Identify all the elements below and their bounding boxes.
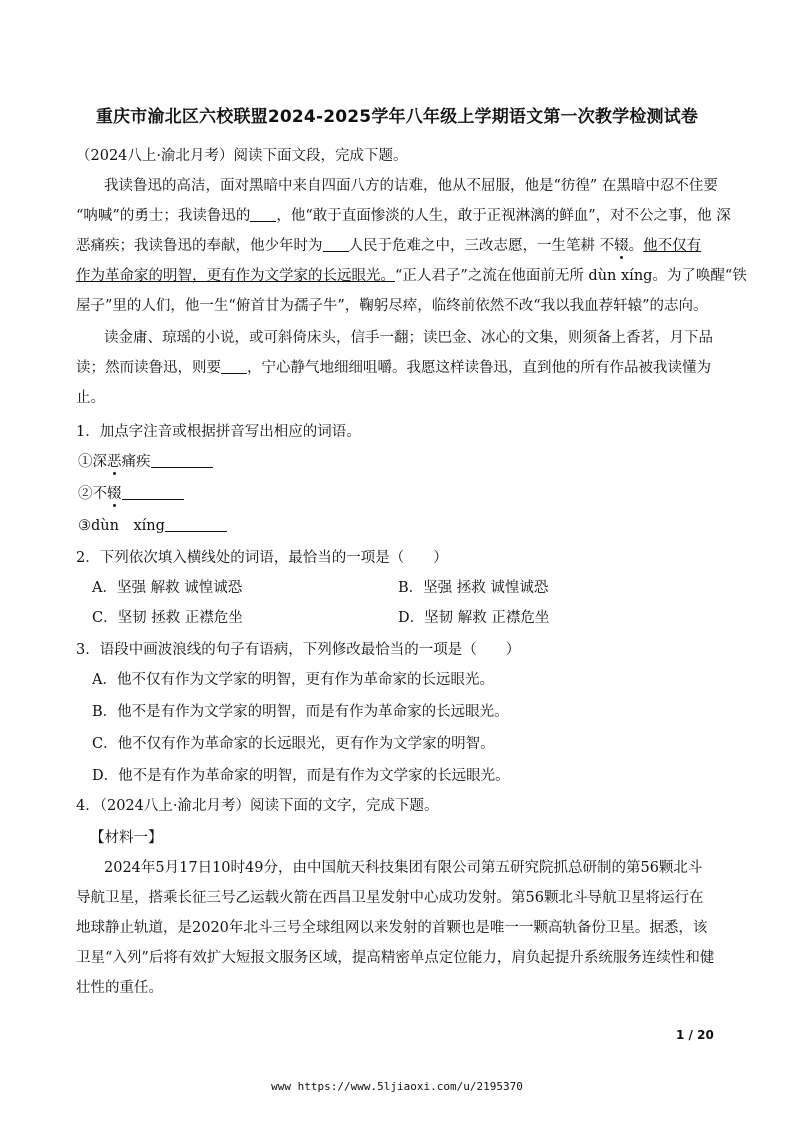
- item-text: 痛疾: [121, 454, 151, 470]
- item-text: 深: [92, 454, 107, 470]
- question-2-stem: 2．下列依次填入横线处的词语，最恰当的一项是（ ）: [76, 550, 448, 566]
- passage-line: 我读鲁迅的高洁，面对黑暗中来自四面八方的诘难，他从不屈服，他是“彷徨” 在黑暗中忍不住要: [104, 178, 718, 194]
- intro-instruction: 阅读下面文段，完成下题。: [233, 148, 408, 164]
- q2-option-b[interactable]: B．坚强 拯救 诚惶诚恐: [398, 580, 549, 596]
- fill-blank-1[interactable]: [250, 207, 276, 222]
- passage-line: [76, 206, 731, 226]
- wavy-sentence: 他不仅有: [643, 238, 702, 254]
- item-mark: ②: [78, 486, 93, 502]
- passage-text: “呐喊”的勇士；我读鲁迅的: [76, 208, 251, 224]
- question-1-stem: 1．加点字注音或根据拼音写出相应的词语。: [76, 424, 361, 440]
- q3-option-a[interactable]: A．他不仅有作为文学家的明智，更有作为革命家的长远眼光。: [92, 672, 494, 688]
- passage-text: 。: [628, 238, 644, 254]
- item-text: 不: [92, 486, 107, 502]
- material-line: 2024年5月17日10时49分，由中国航天科技集团有限公司第五研究院抓总研制的第56颗北斗: [104, 860, 703, 876]
- material-line: 地球静止轨道，是2020年北斗三号全球组网以来发射的首颗也是唯一一颗高轨备份卫星。据悉，该: [76, 920, 708, 936]
- passage-line: [76, 266, 747, 286]
- passage-line: [76, 236, 712, 256]
- dotted-char: 恶: [107, 454, 122, 470]
- q3-option-d[interactable]: D．他不是有作为革命家的明智，而是有作为文学家的长远眼光。: [92, 768, 510, 784]
- passage-line: 屋子”里的人们，他一生“俯首甘为孺子牛”，鞠躬尽瘁，临终前依然不改“我以我血荐轩辕”的志向。: [76, 298, 708, 314]
- wavy-sentence: 作为革命家的明智，更有作为文学家的长远眼光。: [76, 268, 395, 284]
- passage-text: 恶痛疾；我读鲁迅的奉献，他少年时为: [76, 238, 323, 254]
- passage-text: 人民于危难之中，三改志愿，一生笔耕 不: [348, 238, 615, 254]
- q1-item-1: [78, 452, 213, 472]
- q1-item-3: [78, 516, 227, 536]
- passage-line: 读金庸、琼瑶的小说，或可斜倚床头，信手一翻；读巴金、冰心的文集，则须备上香茗，月下品: [104, 330, 713, 346]
- item-text: dùn xíng: [91, 518, 165, 534]
- fill-blank-2[interactable]: [323, 237, 349, 252]
- question-4-stem: 4．（2024八上·渝北月考）阅读下面的文字，完成下题。: [76, 798, 439, 814]
- answer-blank[interactable]: [151, 453, 213, 468]
- item-mark: ①: [78, 454, 93, 470]
- q2-option-d[interactable]: D．坚韧 解救 正襟危坐: [398, 610, 550, 626]
- passage-line: [76, 358, 712, 378]
- material-label: 【材料一】: [90, 830, 163, 846]
- intro-source: （2024八上·渝北月考）: [76, 148, 234, 164]
- passage-text: ，宁心静气地细细咀嚼。我愿这样读鲁迅，直到他的所有作品被我读懂为: [247, 360, 711, 376]
- fill-blank-3[interactable]: [221, 359, 247, 374]
- answer-blank[interactable]: [165, 517, 227, 532]
- q2-option-c[interactable]: C．坚韧 拯救 正襟危坐: [92, 610, 243, 626]
- q3-option-b[interactable]: B．他不是有作为文学家的明智，而是有作为革命家的长远眼光。: [92, 704, 509, 720]
- q1-item-2: [78, 484, 184, 504]
- passage-text: “正人君子”之流在他面前无所 dùn xíng。为了唤醒“铁: [395, 268, 747, 284]
- q2-option-a[interactable]: A．坚强 解救 诚惶诚恐: [92, 580, 243, 596]
- page-title: 重庆市渝北区六校联盟2024-2025学年八年级上学期语文第一次教学检测试卷: [95, 107, 699, 127]
- passage-text: 读；然而读鲁迅，则要: [76, 360, 221, 376]
- page-number: 1 / 20: [676, 1028, 714, 1042]
- dotted-char: 辍: [107, 486, 122, 502]
- q3-option-c[interactable]: C．他不仅有作为革命家的长远眼光，更有作为文学家的明智。: [92, 736, 495, 752]
- item-mark: ③: [78, 518, 91, 534]
- footer-watermark: www https://www.5ljiaoxi.com/u/2195370: [271, 1080, 523, 1093]
- question-3-stem: 3．语段中画波浪线的句子有语病，下列修改最恰当的一项是（ ）: [76, 642, 521, 658]
- material-line: 壮性的重任。: [76, 980, 163, 996]
- material-line: 导航卫星，搭乘长征三号乙运载火箭在西昌卫星发射中心成功发射。第56颗北斗导航卫星将运行在: [76, 890, 704, 906]
- passage-text: ，他“敢于直面惨淡的人生，敢于正视淋漓的鲜血”，对不公之事，他 深: [276, 208, 731, 224]
- material-line: 卫星“入列”后将有效扩大短报文服务区域，提高精密单点定位能力，肩负起提升系统服务连续性和健: [76, 950, 715, 966]
- answer-blank[interactable]: [122, 485, 184, 500]
- intro-line: [76, 146, 712, 166]
- passage-line: 止。: [76, 390, 105, 406]
- dotted-char: 辍: [614, 238, 629, 254]
